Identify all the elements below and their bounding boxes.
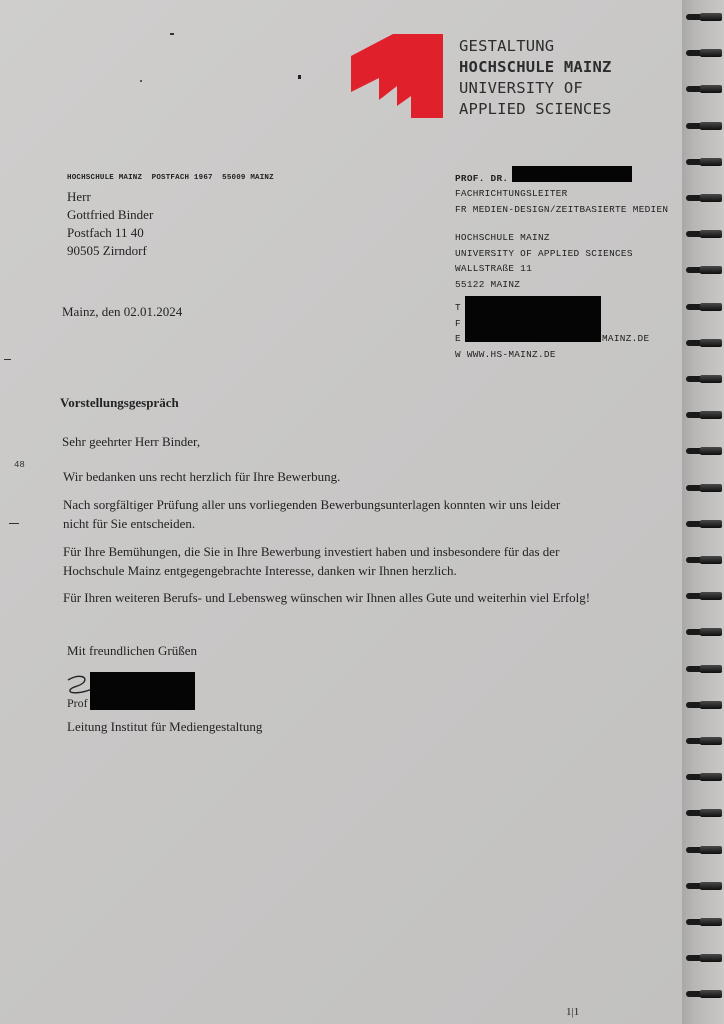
spiral-coil — [686, 700, 724, 710]
spiral-coil — [686, 483, 724, 493]
speck — [170, 33, 174, 35]
page-number: 1|1 — [566, 1006, 580, 1018]
contact-web: W WWW.HS-MAINZ.DE — [455, 348, 556, 360]
spiral-coil — [686, 84, 724, 94]
spiral-coil — [686, 917, 724, 927]
contact-role-2: FR MEDIEN-DESIGN/ZEITBASIERTE MEDIEN — [455, 203, 669, 215]
contact-city: 55122 MAINZ — [455, 278, 521, 290]
recipient-address — [67, 188, 153, 260]
contact-phone-label: T — [455, 302, 461, 313]
contact-org-1: HOCHSCHULE MAINZ — [455, 232, 550, 243]
contact-email-tail: MAINZ.DE — [602, 333, 650, 344]
spiral-coil — [686, 664, 724, 674]
recipient-street: Postfach 11 40 — [67, 225, 144, 240]
spiral-coil — [686, 845, 724, 855]
spiral-coil — [686, 157, 724, 167]
spiral-binding — [682, 0, 724, 1024]
hs-mainz-logo-mark — [349, 34, 443, 122]
logo-line-4: APPLIED SCIENCES — [459, 100, 612, 118]
letter-date: Mainz, den 02.01.2024 — [62, 304, 183, 319]
spiral-coil — [686, 808, 724, 818]
logo-line-2: HOCHSCHULE MAINZ — [459, 58, 612, 76]
spiral-coil — [686, 121, 724, 131]
spiral-coil — [686, 736, 724, 746]
letter-subject: Vorstellungsgespräch — [60, 395, 179, 410]
spiral-coil — [686, 229, 724, 239]
spiral-coil — [686, 302, 724, 312]
speck — [298, 75, 301, 79]
contact-org — [455, 230, 633, 292]
body-paragraph-3-line-2: Hochschule Mainz entgegengebrachte Interesse, danken wir Ihnen herzlich. — [63, 563, 457, 578]
spiral-coil — [686, 338, 724, 348]
contact-email-label: E — [455, 333, 461, 344]
body-paragraph-2-line-2: nicht für Sie entscheiden. — [63, 516, 196, 531]
spiral-coil — [686, 519, 724, 529]
redacted-signer-name — [90, 672, 195, 710]
contact-fax-label: F — [455, 317, 461, 329]
body-paragraph-1: Wir bedanken uns recht herzlich für Ihre Bewerbung. — [63, 469, 341, 484]
logo-line-1: GESTALTUNG — [459, 37, 555, 55]
letter-greeting: Sehr geehrter Herr Binder, — [62, 434, 201, 449]
body-paragraph-4: Für Ihren weiteren Berufs- und Lebensweg wünschen wir Ihnen alles Gute und weiterhin viel Erfolg! — [63, 590, 591, 605]
sender-return-line: HOCHSCHULE MAINZ POSTFACH 1967 55009 MAINZ — [67, 174, 274, 182]
signer-role: Leitung Institut für Mediengestaltung — [67, 719, 263, 734]
contact-roles — [455, 186, 668, 217]
spiral-coil — [686, 881, 724, 891]
logo-line-3: UNIVERSITY OF — [459, 79, 583, 97]
logo-text — [459, 36, 612, 120]
signer-prefix: Prof — [67, 696, 88, 710]
spiral-coil — [686, 953, 724, 963]
body-paragraph-2-line-1: Nach sorgfältiger Prüfung aller uns vorliegenden Bewerbungsunterlagen konnten wir uns leider — [63, 497, 561, 512]
contact-title: PROF. DR. — [455, 173, 509, 184]
margin-number: 48 — [14, 460, 25, 470]
body-paragraph-3-line-1: Für Ihre Bemühungen, die Sie in Ihre Bewerbung investiert haben und insbesondere für das der — [63, 544, 560, 559]
letter-closing: Mit freundlichen Grüßen — [67, 643, 197, 658]
spiral-coil — [686, 374, 724, 384]
spiral-coil — [686, 446, 724, 456]
contact-role-1: FACHRICHTUNGSLEITER — [455, 188, 568, 199]
spiral-coil — [686, 265, 724, 275]
spiral-coil — [686, 193, 724, 203]
spiral-coil — [686, 410, 724, 420]
speck — [140, 80, 142, 82]
recipient-salutation: Herr — [67, 189, 91, 204]
redacted-contact-details — [465, 296, 601, 342]
redacted-name — [512, 166, 632, 182]
fold-mark-bottom — [9, 523, 19, 524]
spiral-coil — [686, 555, 724, 565]
contact-org-2: UNIVERSITY OF APPLIED SCIENCES — [455, 247, 633, 259]
spiral-coil — [686, 12, 724, 22]
fold-mark-top — [4, 359, 11, 360]
spiral-coil — [686, 772, 724, 782]
spiral-coil — [686, 989, 724, 999]
contact-street: WALLSTRAßE 11 — [455, 263, 533, 274]
spiral-coil — [686, 627, 724, 637]
spiral-coil — [686, 591, 724, 601]
recipient-city: 90505 Zirndorf — [67, 243, 147, 258]
spiral-coil — [686, 48, 724, 58]
recipient-name: Gottfried Binder — [67, 207, 154, 222]
